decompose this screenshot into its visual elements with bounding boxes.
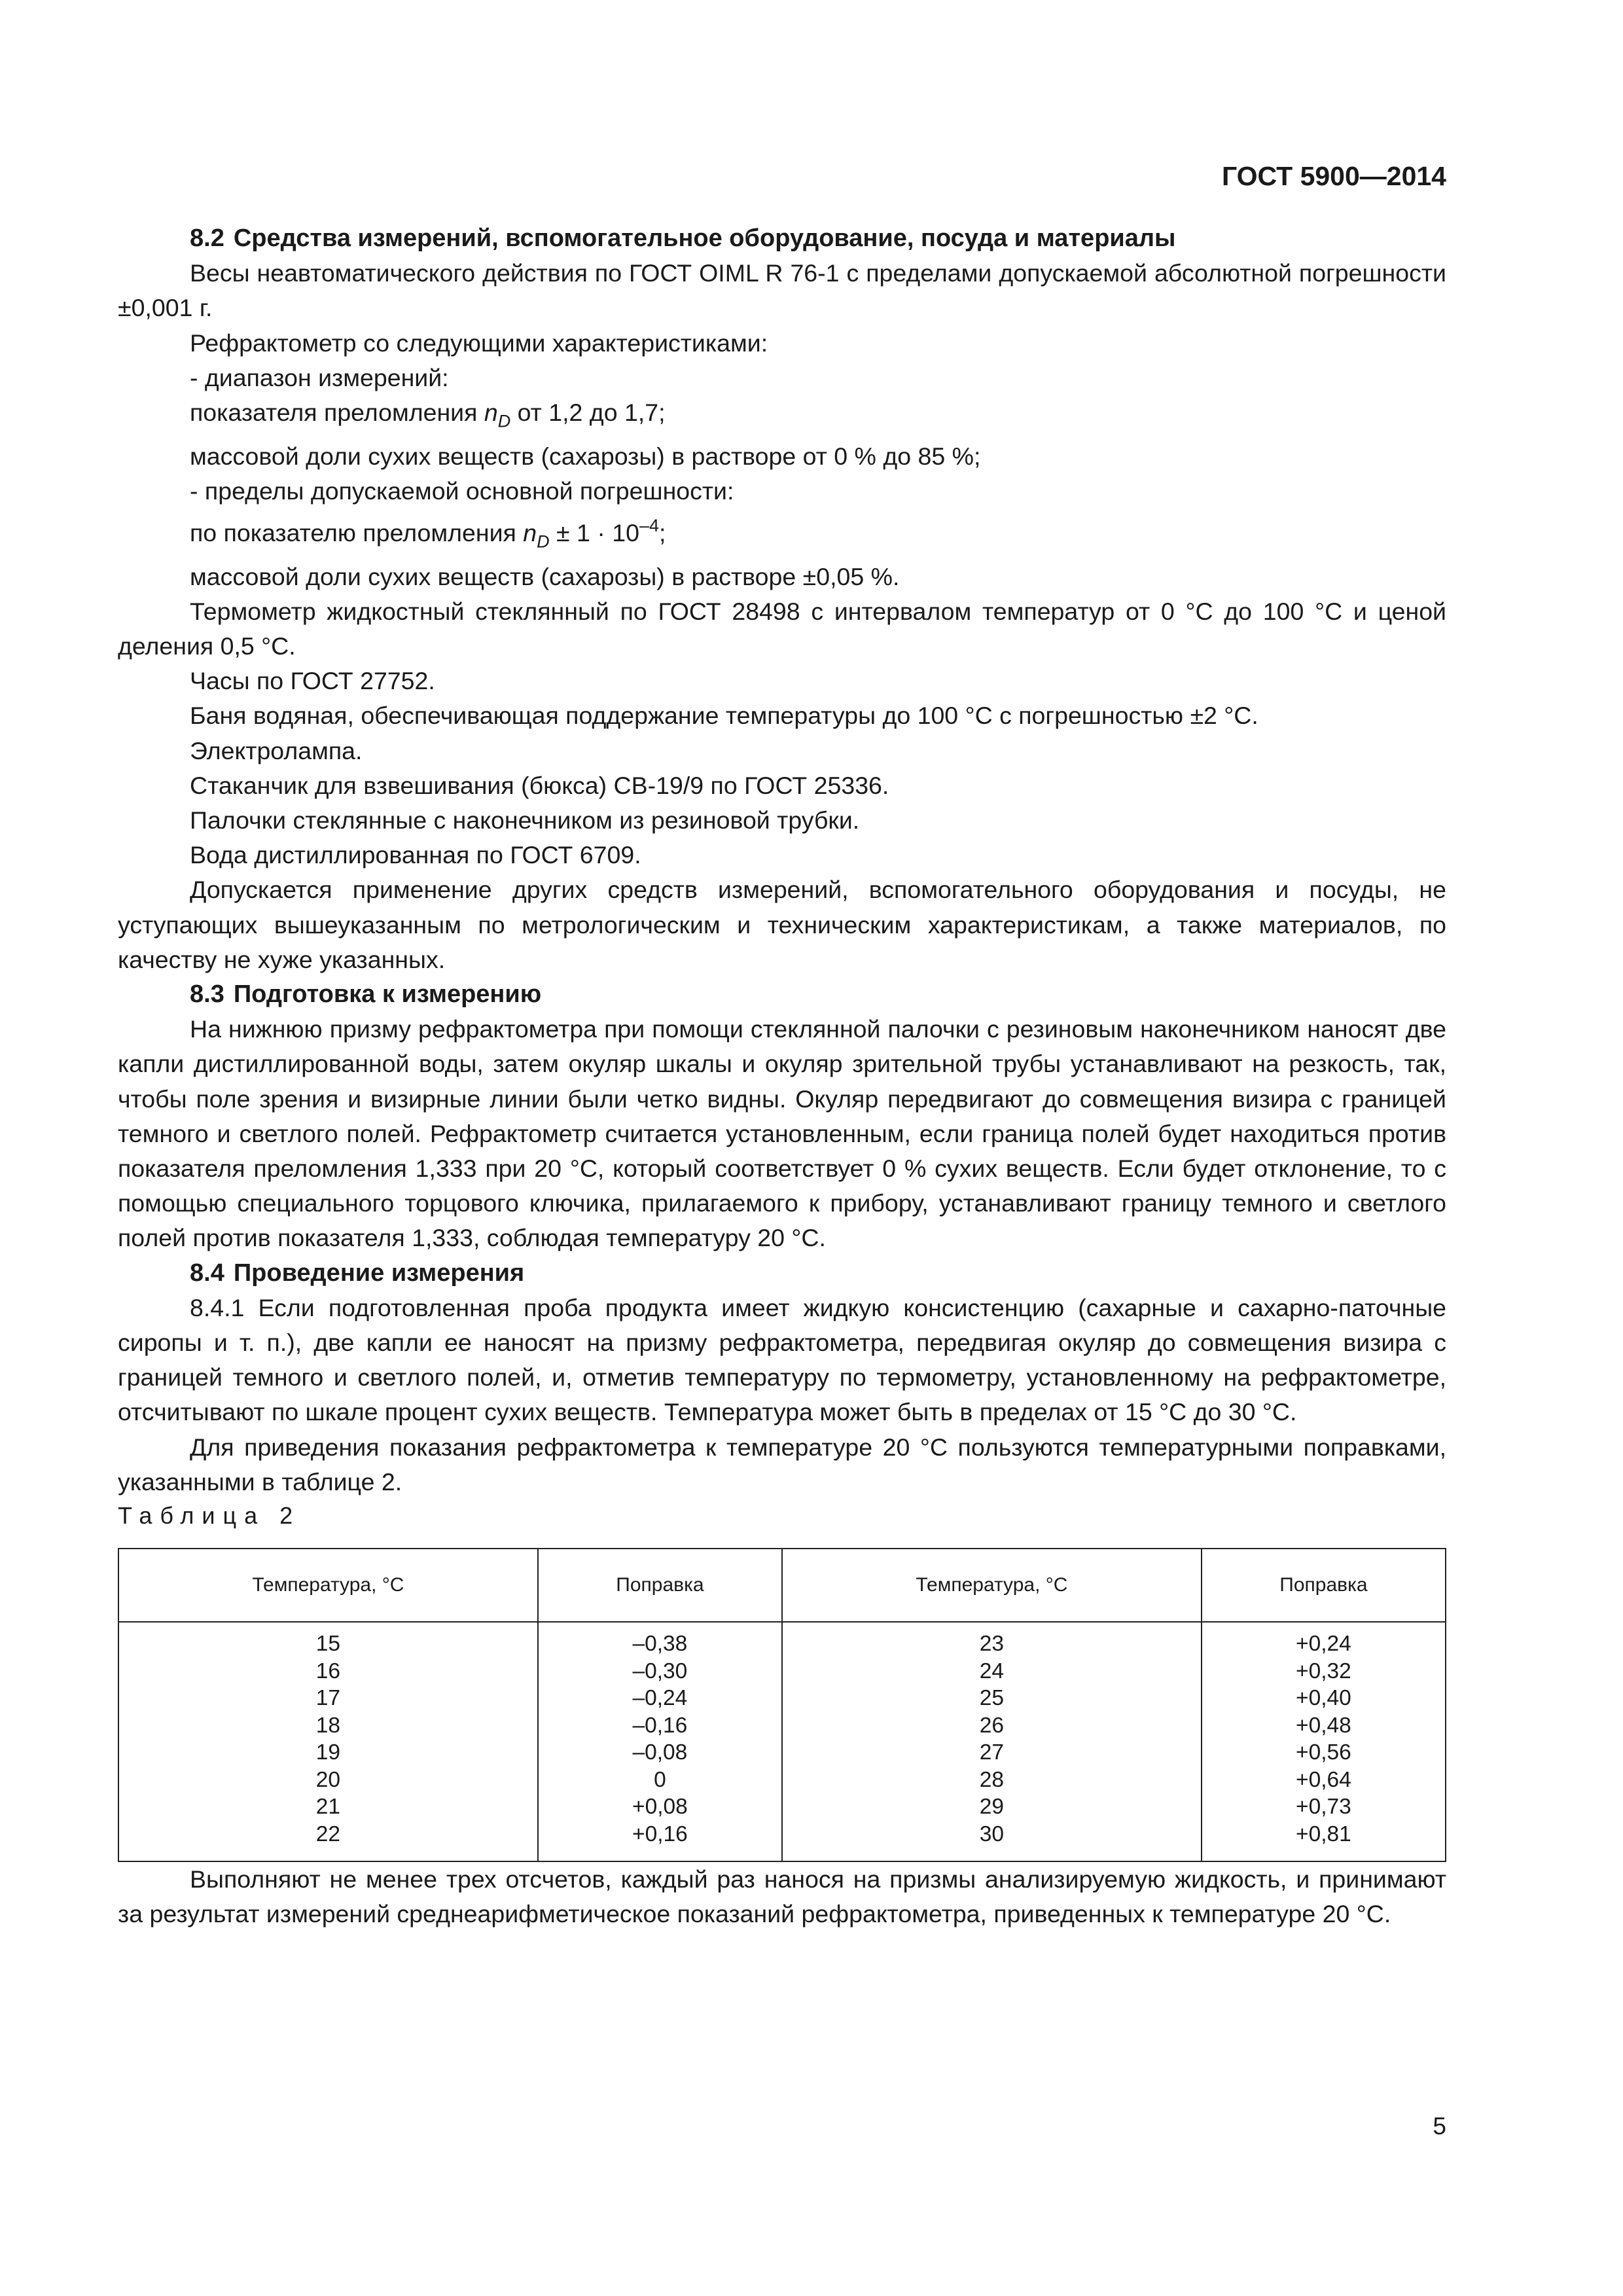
document-body — [118, 221, 1446, 1931]
paragraph: Палочки стеклянные с наконечником из резиновой трубки. — [190, 806, 860, 834]
table-cell: +0,73 — [1202, 1793, 1446, 1821]
paragraph: Выполняют не менее трех отсчетов, каждый раз нанося на призмы анализируемую жидкость, и принимают за результат измерений среднеарифметическое показаний рефрактометра, приведенных к температуре 20 °С. — [118, 1865, 1446, 1928]
table-cell: +0,56 — [1202, 1739, 1446, 1767]
paragraph: Баня водяная, обеспечивающая поддержание температуры до 100 °С с погрешностью ±2 °С. — [190, 702, 1258, 730]
section-title: Средства измерений, вспомогательное оборудование, посуда и материалы — [233, 224, 1176, 252]
paragraph: - пределы допускаемой основной погрешности: — [190, 476, 734, 505]
page-number: 5 — [1433, 2113, 1446, 2140]
paragraph: Для приведения показания рефрактометра к температуре 20 °С пользуются температурными поправками, указанными в таблице 2. — [118, 1433, 1446, 1496]
column-header: Поправка — [538, 1549, 782, 1622]
paragraph: Вода дистиллированная по ГОСТ 6709. — [190, 841, 641, 869]
symbol-n: n — [523, 518, 537, 547]
section-heading-8-2 — [118, 221, 1446, 256]
section-number: 8.2 — [190, 224, 224, 252]
section-number: 8.4 — [190, 1259, 224, 1287]
table-cell: –0,38 — [538, 1622, 782, 1658]
text-fragment: ; — [658, 518, 666, 547]
text-fragment: показателя преломления — [190, 399, 484, 427]
subscript-d: D — [497, 411, 511, 431]
superscript-exponent: –4 — [639, 516, 659, 536]
table-cell: –0,16 — [538, 1712, 782, 1740]
table-cell: +0,64 — [1202, 1767, 1446, 1794]
table-cell: +0,08 — [538, 1793, 782, 1821]
section-heading-8-4 — [118, 1256, 1446, 1291]
text-fragment: от 1,2 до 1,7; — [510, 399, 666, 427]
correction-table — [118, 1548, 1446, 1862]
table-cell: 16 — [118, 1658, 538, 1685]
table-cell: 27 — [782, 1739, 1202, 1767]
table-row — [118, 1622, 1446, 1658]
table-row — [118, 1658, 1446, 1685]
paragraph-refractive-range — [118, 395, 1446, 439]
paragraph: массовой доли сухих веществ (сахарозы) в растворе от 0 % до 85 %; — [190, 442, 981, 470]
table-cell: 15 — [118, 1622, 538, 1658]
symbol-n: n — [484, 399, 498, 427]
table-cell: 19 — [118, 1739, 538, 1767]
table-cell: 29 — [782, 1793, 1202, 1821]
text-fragment: по показателю преломления — [190, 518, 524, 547]
table-cell: 28 — [782, 1767, 1202, 1794]
paragraph: Термометр жидкостный стеклянный по ГОСТ 28498 с интервалом температур от 0 °С до 100 °С и ценой деления 0,5 °С. — [118, 597, 1446, 660]
table-cell: –0,24 — [538, 1685, 782, 1712]
table-cell: +0,48 — [1202, 1712, 1446, 1740]
section-number: 8.3 — [190, 980, 224, 1008]
document-header: ГОСТ 5900—2014 — [1221, 161, 1446, 191]
paragraph: Весы неавтоматического действия по ГОСТ OIML R 76-1 с пределами допускаемой абсолютной погрешности ±0,001 г. — [118, 259, 1446, 322]
subscript-d: D — [537, 531, 550, 552]
paragraph: - диапазон измерений: — [190, 363, 449, 391]
table-cell: –0,08 — [538, 1739, 782, 1767]
table-row — [118, 1739, 1446, 1767]
text-fragment: ± 1 · 10 — [549, 518, 639, 547]
table-cell: 0 — [538, 1767, 782, 1794]
table-cell: 22 — [118, 1821, 538, 1862]
table-row — [118, 1712, 1446, 1740]
table-header-row — [118, 1549, 1446, 1622]
table-caption: Таблица 2 — [118, 1502, 301, 1530]
column-header: Поправка — [1202, 1549, 1446, 1622]
paragraph: Электролампа. — [190, 736, 363, 764]
table-row — [118, 1685, 1446, 1712]
table-cell: +0,24 — [1202, 1622, 1446, 1658]
section-heading-8-3 — [118, 977, 1446, 1012]
table-cell: 25 — [782, 1685, 1202, 1712]
column-header: Температура, °С — [782, 1549, 1202, 1622]
table-cell: +0,81 — [1202, 1821, 1446, 1862]
table-cell: 26 — [782, 1712, 1202, 1740]
column-header: Температура, °С — [118, 1549, 538, 1622]
table-cell: +0,16 — [538, 1821, 782, 1862]
paragraph: Рефрактометр со следующими характеристиками: — [190, 329, 768, 357]
table-cell: +0,40 — [1202, 1685, 1446, 1712]
table-cell: 24 — [782, 1658, 1202, 1685]
table-row — [118, 1821, 1446, 1862]
paragraph: Допускается применение других средств измерений, вспомогательного оборудования и посуды, не уступающих вышеуказанным по метрологическим и техническим характеристикам, а также материалов, по качеству не хуже указанных. — [118, 876, 1446, 973]
table-cell: 18 — [118, 1712, 538, 1740]
paragraph: массовой доли сухих веществ (сахарозы) в растворе ±0,05 %. — [190, 562, 900, 590]
table-row — [118, 1767, 1446, 1794]
table-cell: –0,30 — [538, 1658, 782, 1685]
paragraph-refractive-error — [118, 509, 1446, 559]
table-cell: 17 — [118, 1685, 538, 1712]
paragraph: На нижнюю призму рефрактометра при помощи стеклянной палочки с резиновым наконечником наносят две капли дистиллированной воды, затем окуляр шкалы и окуляр зрительной трубы устанавливают на резкость, так, чтобы поле зрения и визирные линии были четко видны. Окуляр передвигают до совмещения визира с границей темного и светлого полей. Рефрактометр считается установленным, если граница полей будет находиться против показателя преломления 1,333 при 20 °С, который соответствует 0 % сухих веществ. Если будет отклонение, то с помощью специального торцового ключика, прилагаемого к прибору, устанавливают границу темного и светлого полей против показателя 1,333, соблюдая температуру 20 °С. — [118, 1015, 1446, 1252]
table-cell: 20 — [118, 1767, 538, 1794]
table-cell: 30 — [782, 1821, 1202, 1862]
table-cell: +0,32 — [1202, 1658, 1446, 1685]
table-cell: 23 — [782, 1622, 1202, 1658]
table-cell: 21 — [118, 1793, 538, 1821]
paragraph: 8.4.1 Если подготовленная проба продукта имеет жидкую консистенцию (сахарные и сахарно-паточные сиропы и т. п.), две капли ее наносят на призму рефрактометра, передвигая окуляр до совмещения визира с границей темного и светлого полей, и, отметив температуру по термометру, установленному на рефрактометре, отсчитывают по шкале процент сухих веществ. Температура может быть в пределах от 15 °С до 30 °С. — [118, 1293, 1446, 1426]
paragraph: Стаканчик для взвешивания (бюкса) СВ-19/9 по ГОСТ 25336. — [190, 771, 889, 799]
table-row — [118, 1793, 1446, 1821]
section-title: Подготовка к измерению — [233, 980, 542, 1008]
paragraph: Часы по ГОСТ 27752. — [190, 667, 435, 695]
section-title: Проведение измерения — [233, 1259, 525, 1287]
